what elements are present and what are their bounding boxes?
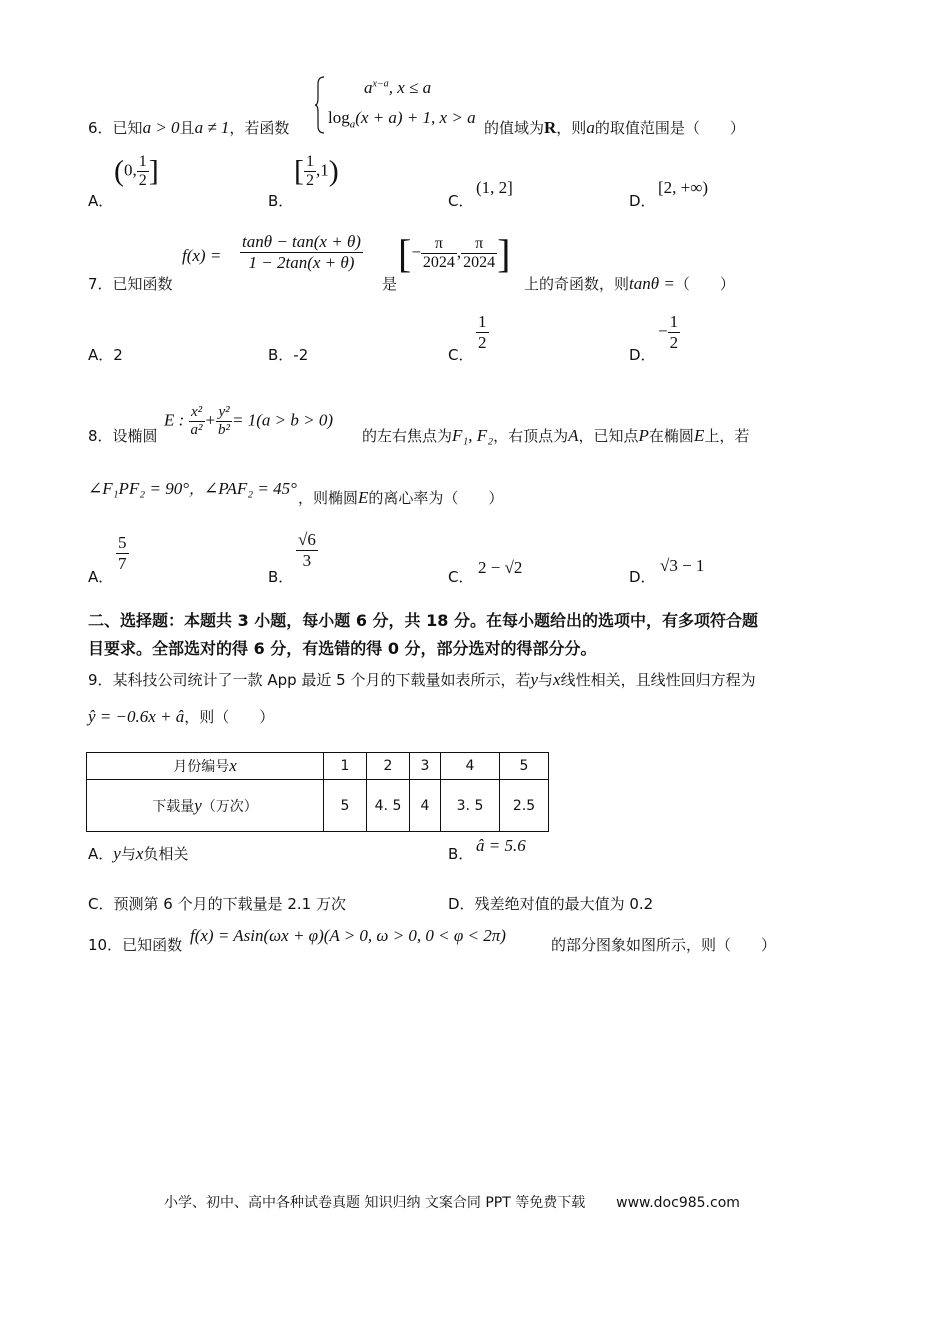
q6-option-a[interactable]: A． <box>88 192 114 210</box>
q6-option-d-math: [2, +∞) <box>658 178 709 197</box>
q8-option-d-math: √3 − 1 <box>660 556 705 575</box>
table-cell: 4. 5 <box>367 780 410 832</box>
q9-option-b[interactable]: B． <box>448 845 474 863</box>
q8-ask: ，则椭圆E的离心率为（ ） <box>298 488 504 507</box>
table-cell: 1 <box>324 753 367 780</box>
q8-option-a[interactable]: A． <box>88 568 114 586</box>
table-row <box>87 780 549 832</box>
q7-option-d-math: − $\frac{1}{2}$ <box>658 312 679 352</box>
q6-option-a-math: (0, $\frac{1}{2}$ ] <box>114 153 159 189</box>
q6-stem: 6．已知a > 0且a ≠ 1，若函数 <box>88 118 290 137</box>
table-cell: 4 <box>410 780 441 832</box>
q9-data-table <box>86 752 549 832</box>
q8-option-d[interactable]: D． <box>629 568 656 586</box>
table-header-cell: 下载量y（万次） <box>87 780 324 832</box>
q9-regression: ŷ = −0.6x + â，则（ ） <box>88 707 275 726</box>
q9-stem: 9．某科技公司统计了一款 App 最近 5 个月的下载量如表所示，若y与x线性相关，且线性回归方程为 <box>88 670 756 689</box>
q8-option-a-math: $\frac{5}{7}$ <box>118 533 127 573</box>
q8-angles: ∠F₁PF₂ = 90°，∠PAF₂ = 45° <box>88 479 297 498</box>
footer-link[interactable]: www.doc985.com <box>616 1195 740 1211</box>
q8-option-b-math: $\frac{√6}{3}$ <box>298 530 316 570</box>
piecewise-brace <box>314 76 326 134</box>
table-cell: 2.5 <box>500 780 549 832</box>
table-cell: 4 <box>441 753 500 780</box>
section-2-line-2: 目要求。全部选对的得 6 分，有选错的得 0 分，部分选对的得部分分。 <box>88 639 597 658</box>
q7-option-c-math: $\frac{1}{2}$ <box>478 312 487 352</box>
q6-option-c[interactable]: C． <box>448 192 474 210</box>
table-cell: 3 <box>410 753 441 780</box>
footer-text: 小学、初中、高中各种试卷真题 知识归纳 文案合同 PPT 等免费下载 <box>164 1195 586 1211</box>
q8-option-c-math: 2 − √2 <box>478 558 523 577</box>
q7-option-b[interactable]: B．-2 <box>268 346 309 364</box>
piece-1: $a^{x-a}$, x ≤ a <box>364 78 432 97</box>
q7-fraction: $\frac{\tan\theta - \tan(x + \theta)}{1 - 2\tan(x + \theta)}$ <box>242 232 361 272</box>
q6-option-b-math: [ $\frac{1}{2}$ ,1) <box>294 153 339 189</box>
q9-option-b-math: â = 5.6 <box>476 836 526 855</box>
table-header-cell: 月份编号x <box>87 753 324 780</box>
q8-option-c[interactable]: C． <box>448 568 474 586</box>
table-row <box>87 753 549 780</box>
q7-fx: f(x) = <box>182 246 222 265</box>
q7-option-c[interactable]: C． <box>448 346 474 364</box>
q8-stem: 8．设椭圆 <box>88 427 158 445</box>
q6-option-b[interactable]: B． <box>268 192 294 210</box>
q7-option-a[interactable]: A．2 <box>88 346 123 364</box>
table-cell: 5 <box>324 780 367 832</box>
piece-2: $\log_a(x + a) + 1$, x > a <box>328 108 476 131</box>
q7-interval: [− $\frac{\pi}{2024}$ , $\frac{\pi}{2024}$ ] <box>398 231 511 276</box>
q10-stem-tail: 的部分图象如图所示，则（ ） <box>551 936 777 954</box>
q10-function: f(x) = Asin(ωx + φ)(A > 0, ω > 0, 0 < φ < 2π) <box>190 926 506 945</box>
q6-stem-tail: 的值域为R，则a的取值范围是（ ） <box>484 118 745 137</box>
q6-option-c-math: (1, 2] <box>476 178 513 197</box>
q7-stem-tail: 上的奇函数，则tanθ =（ ） <box>524 274 735 293</box>
q9-option-d[interactable]: D．残差绝对值的最大值为 0.2 <box>448 895 654 913</box>
q7-shi: 是 <box>382 275 398 293</box>
q8-ellipse-eq: E : $\frac{\text{x²}}{\text{a²}}$ + $\frac{\text{y²}}{\text{b²}}$ = 1(a > b > 0) <box>164 404 334 438</box>
q6-option-d[interactable]: D． <box>629 192 656 210</box>
table-cell: 2 <box>367 753 410 780</box>
footer <box>164 1192 740 1212</box>
section-2-line-1: 二、选择题：本题共 3 小题，每小题 6 分，共 18 分。在每小题给出的选项中，有多项符合题 <box>88 611 758 630</box>
q7-stem: 7．已知函数 <box>88 275 173 293</box>
table-cell: 5 <box>500 753 549 780</box>
q8-stem-tail: 的左右焦点为F₁, F₂，右顶点为A，已知点P在椭圆E上，若 <box>362 426 750 445</box>
table-cell: 3. 5 <box>441 780 500 832</box>
q7-option-d[interactable]: D． <box>629 346 656 364</box>
q9-option-c[interactable]: C．预测第 6 个月的下载量是 2.1 万次 <box>88 895 346 913</box>
q10-stem: 10．已知函数 <box>88 936 183 954</box>
q9-option-a[interactable]: A．y与x负相关 <box>88 844 189 863</box>
q8-option-b[interactable]: B． <box>268 568 294 586</box>
